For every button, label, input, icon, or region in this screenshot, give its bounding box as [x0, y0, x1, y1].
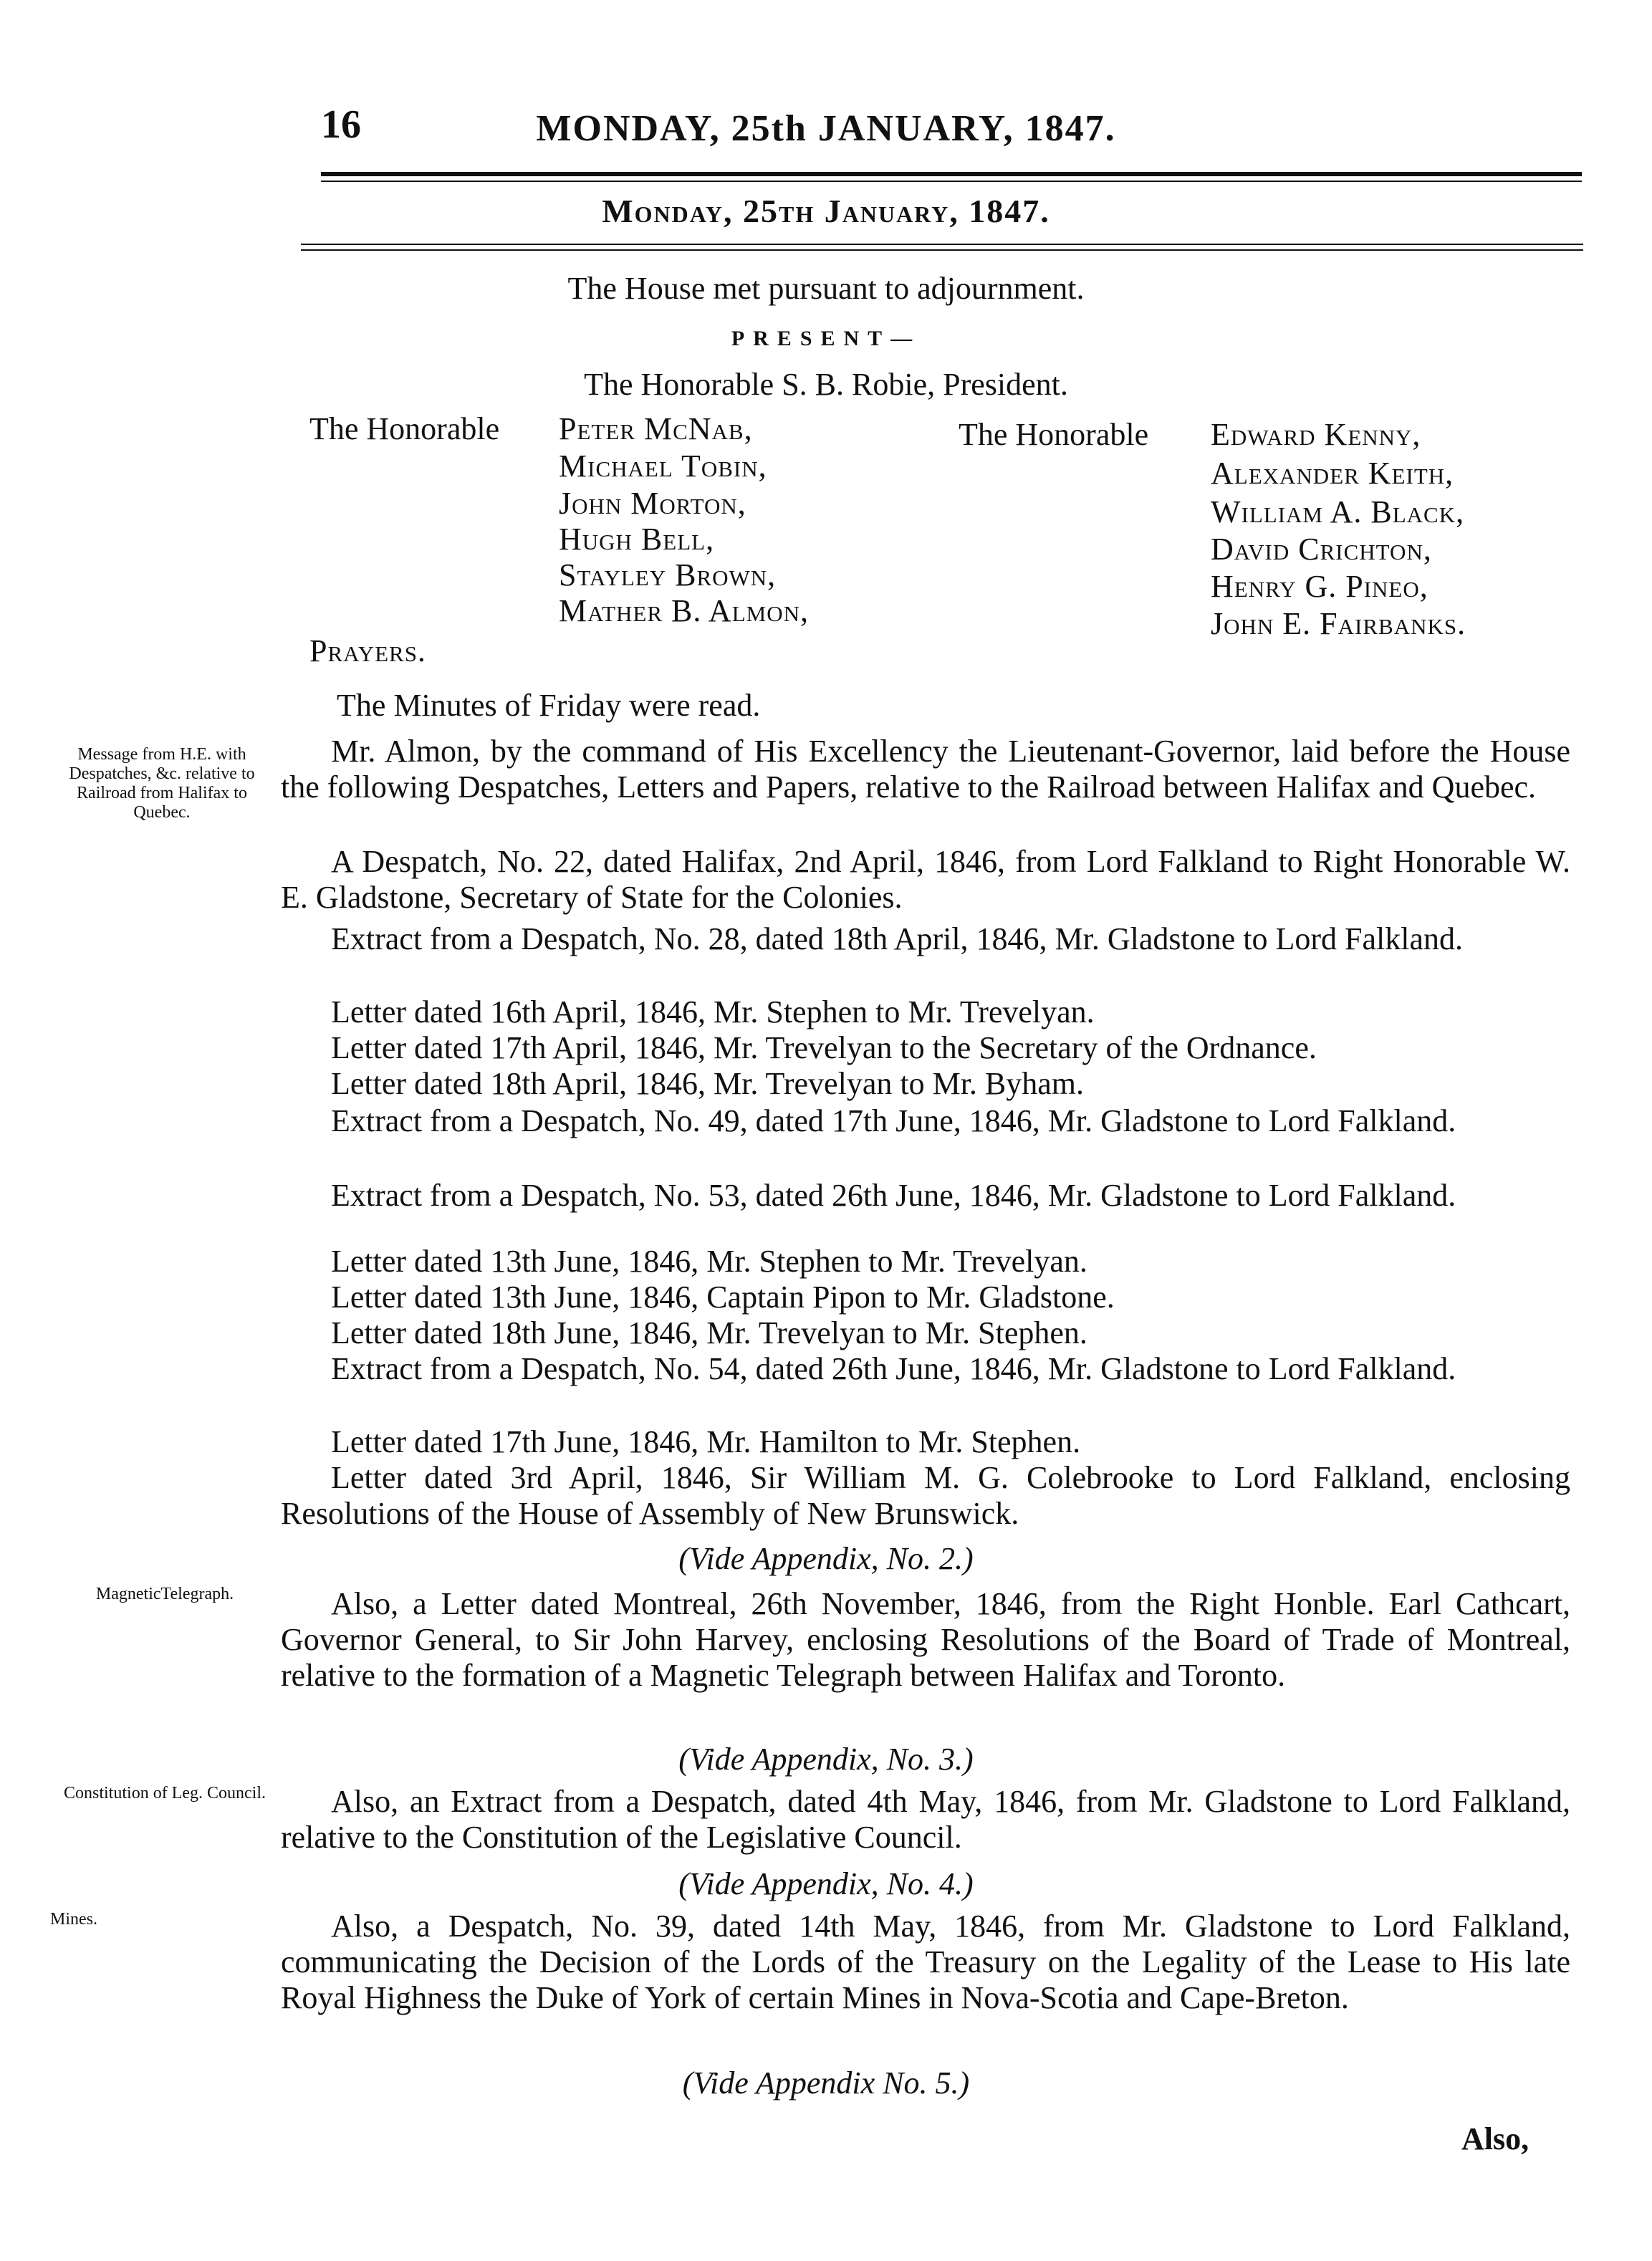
house-met-line: The House met pursuant to adjournment.	[567, 271, 1085, 306]
member-name: John Morton,	[559, 486, 746, 521]
member-name: David Crichton,	[1211, 532, 1432, 567]
vide-appendix-4: (Vide Appendix, No. 4.)	[678, 1866, 974, 1901]
prayers-heading: Prayers.	[309, 633, 426, 668]
paragraph-item: Letter dated 18th April, 1846, Mr. Trevelyan to Mr. Byham.	[331, 1066, 1085, 1101]
paragraph-telegraph: Also, a Letter dated Montreal, 26th November, 1846, from the Right Honble. Earl Cathcart, Governor General, to Sir John Harvey, enclosing Resolutions of the Board of Trade of Montreal, relative to the formation of a Magnetic Telegraph between Halifax and Toronto.	[281, 1586, 1570, 1693]
vide-appendix-2: (Vide Appendix, No. 2.)	[678, 1541, 974, 1576]
vide-appendix-5: (Vide Appendix No. 5.)	[682, 2065, 970, 2101]
paragraph-item: Extract from a Despatch, No. 54, dated 26th June, 1846, Mr. Gladstone to Lord Falkland.	[331, 1351, 1456, 1386]
president-line: The Honorable S. B. Robie, President.	[584, 367, 1068, 402]
paragraph-item: Extract from a Despatch, No. 53, dated 26th June, 1846, Mr. Gladstone to Lord Falkland.	[331, 1178, 1456, 1213]
members-left-prefix: The Honorable	[309, 411, 500, 446]
paragraph-item: Letter dated 17th April, 1846, Mr. Trevelyan to the Secretary of the Ordnance.	[331, 1030, 1317, 1065]
paragraph-almon: Mr. Almon, by the command of His Excellency the Lieutenant-Governor, laid before the House the following Despatches, Letters and Papers, relative to the Railroad between Halifax and Quebec.	[281, 734, 1570, 805]
paragraph-item: Letter dated 18th June, 1846, Mr. Trevelyan to Mr. Stephen.	[331, 1315, 1087, 1350]
member-name: John E. Fairbanks.	[1211, 606, 1466, 641]
member-name: Henry G. Pineo,	[1211, 569, 1428, 604]
paragraph-mines: Also, a Despatch, No. 39, dated 14th May, 1846, from Mr. Gladstone to Lord Falkland, communicating the Decision of the Lords of the Treasury on the Legality of the Lease to His late Royal Highness the Duke of York of certain Mines in Nova-Scotia and Cape-Breton.	[281, 1909, 1570, 2015]
paragraph-item: Letter dated 17th June, 1846, Mr. Hamilton to Mr. Stephen.	[331, 1424, 1081, 1459]
member-name: Stayley Brown,	[559, 557, 777, 592]
paragraph-item: Extract from a Despatch, No. 28, dated 18th April, 1846, Mr. Gladstone to Lord Falkland.	[331, 921, 1464, 956]
margin-note-telegraph: MagneticTelegraph.	[95, 1585, 234, 1603]
paragraph-item: Extract from a Despatch, No. 49, dated 17th June, 1846, Mr. Gladstone to Lord Falkland.	[331, 1103, 1456, 1138]
page-number: 16	[321, 102, 361, 147]
top-rule-thick	[321, 172, 1582, 176]
member-name: Alexander Keith,	[1211, 456, 1454, 491]
margin-note-railroad: Message from H.E. with Despatches, &c. relative to Railroad from Halifax to Quebec.	[69, 745, 255, 822]
paragraph-item: A Despatch, No. 22, dated Halifax, 2nd April, 1846, from Lord Falkland to Right Honorable W. E. Gladstone, Secretary of State for the Colonies.	[281, 844, 1570, 915]
date-heading: Monday, 25th January, 1847.	[602, 193, 1050, 229]
margin-note-council: Constitution of Leg. Council.	[64, 1784, 266, 1802]
top-rule-thin	[321, 181, 1582, 182]
member-name: Michael Tobin,	[559, 448, 767, 484]
paragraph-item: Letter dated 13th June, 1846, Captain Pipon to Mr. Gladstone.	[331, 1280, 1115, 1315]
member-name: Peter McNab,	[559, 411, 753, 446]
member-name: Mather B. Almon,	[559, 593, 809, 628]
members-right-prefix: The Honorable	[959, 417, 1149, 452]
minutes-read: The Minutes of Friday were read.	[337, 688, 761, 723]
vide-appendix-3: (Vide Appendix, No. 3.)	[678, 1742, 974, 1777]
member-name: William A. Black,	[1211, 494, 1465, 529]
member-name: Edward Kenny,	[1211, 417, 1421, 452]
paragraph-item: Letter dated 3rd April, 1846, Sir William M. G. Colebrooke to Lord Falkland, enclosing Resolutions of the House of Assembly of New Brunswick.	[281, 1460, 1570, 1531]
present-label: PRESENT—	[731, 327, 921, 350]
margin-note-mines: Mines.	[50, 1910, 97, 1929]
paragraph-item: Letter dated 13th June, 1846, Mr. Stephen to Mr. Trevelyan.	[331, 1244, 1087, 1279]
heading-rule-1	[301, 244, 1583, 245]
paragraph-item: Letter dated 16th April, 1846, Mr. Stephen to Mr. Trevelyan.	[331, 994, 1095, 1029]
catchword: Also,	[1461, 2121, 1529, 2156]
paragraph-council: Also, an Extract from a Despatch, dated 4th May, 1846, from Mr. Gladstone to Lord Falkland, relative to the Constitution of the Legislative Council.	[281, 1784, 1570, 1855]
running-title: MONDAY, 25th JANUARY, 1847.	[536, 108, 1116, 149]
heading-rule-2	[301, 249, 1583, 251]
member-name: Hugh Bell,	[559, 522, 715, 557]
